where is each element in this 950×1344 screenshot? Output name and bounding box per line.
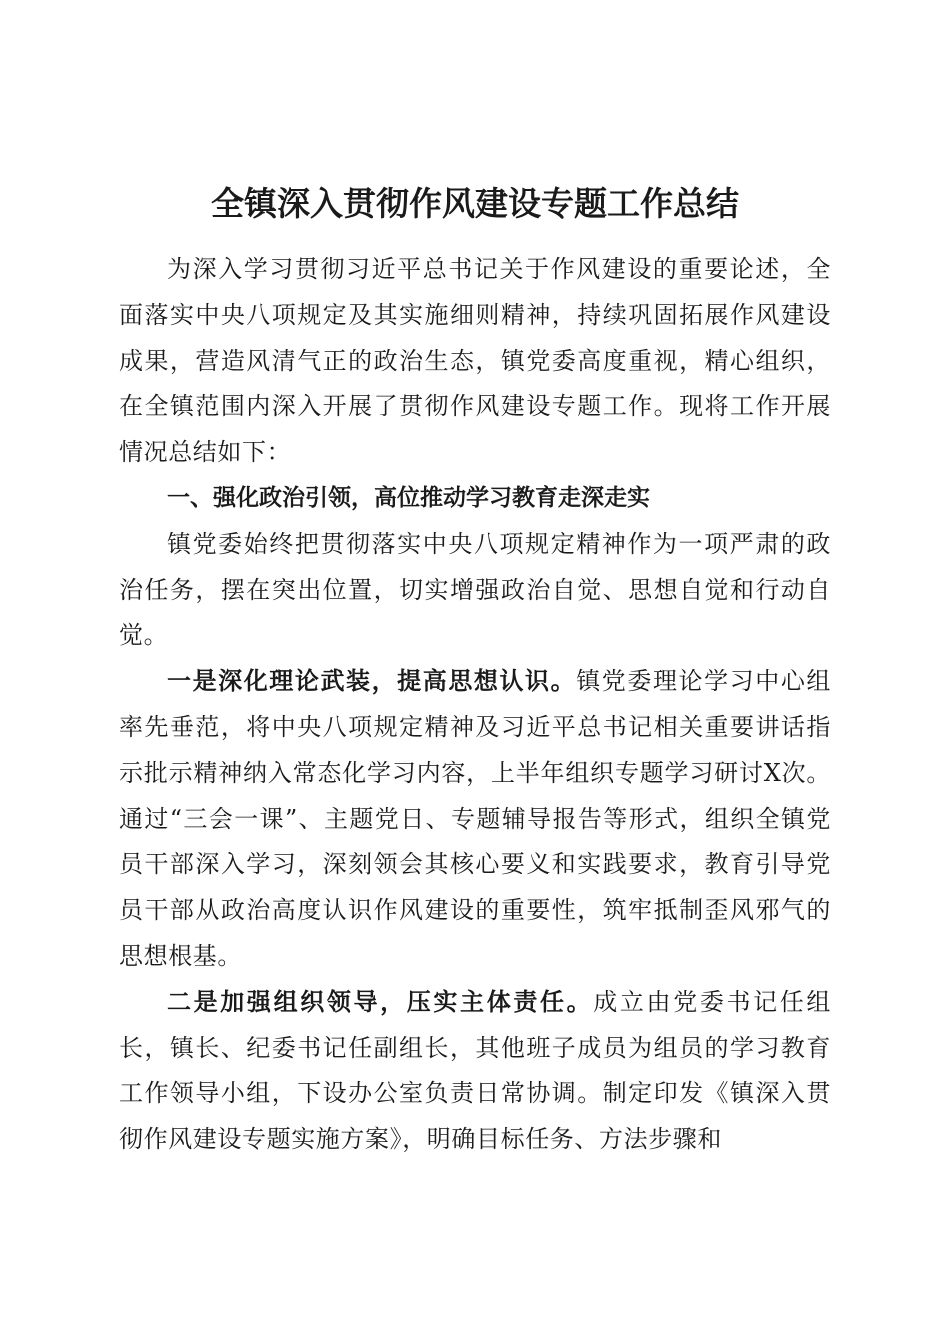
intro-paragraph: 为深入学习贯彻习近平总书记关于作风建设的重要论述，全面落实中央八项规定及其实施细则精神，持续巩固拓展作风建设成果，营造风清气正的政治生态，镇党委高度重视，精心组织，在全镇范围内深入开展了贯彻作风建设专题工作。现将工作开展情况总结如下： [119, 255, 831, 467]
document-body [119, 247, 831, 1163]
point-lead-1: 一是深化理论武装，提高思想认识。 [167, 667, 577, 696]
section-heading-1: 一、强化政治引领，高位推动学习教育走深走实 [167, 484, 650, 511]
section-summary-paragraph: 镇党委始终把贯彻落实中央八项规定精神作为一项严肃的政治任务，摆在突出位置，切实增强政治自觉、思想自觉和行动自觉。 [119, 529, 831, 650]
point-text-2: 成立由党委书记任组长，镇长、纪委书记任副组长，其他班子成员为组员的学习教育工作领导小组，下设办公室负责日常协调。制定印发《镇深入贯彻作风建设专题实施方案》，明确目标任务、方法步骤和 [119, 987, 831, 1154]
point-paragraph-2 [119, 980, 831, 1163]
point-text-1: 镇党委理论学习中心组率先垂范，将中央八项规定精神及习近平总书记相关重要讲话指示批示精神纳入常态化学习内容，上半年组织专题学习研讨X次。通过“三会一课”、主题党日、专题辅导报告等形式，组织全镇党员干部深入学习，深刻领会其核心要义和实践要求，教育引导党员干部从政治高度认识作风建设的重要性，筑牢抵制歪风邪气的思想根基。 [119, 667, 831, 970]
document-title: 全镇深入贯彻作风建设专题工作总结 [211, 184, 739, 223]
point-paragraph-1 [119, 659, 831, 980]
point-lead-2: 二是加强组织领导，压实主体责任。 [167, 987, 594, 1016]
